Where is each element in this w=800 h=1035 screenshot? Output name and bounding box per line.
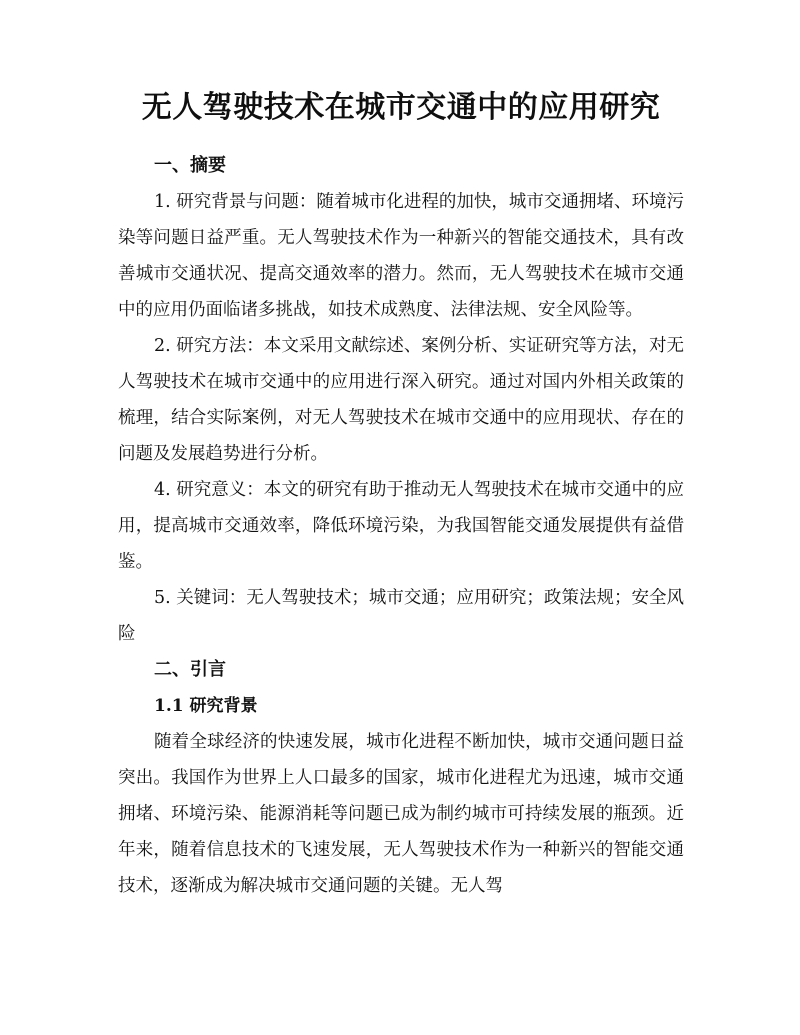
research-background-subheading: 1.1 研究背景 — [154, 696, 258, 716]
introduction-paragraph: 随着全球经济的快速发展，城市化进程不断加快，城市交通问题日益突出。我国作为世界上人口最多的国家，城市化进程尤为迅速，城市交通拥堵、环境污染、能源消耗等问题已成为制约城市可持续发展的瓶颈。近年来，随着信息技术的飞速发展，无人驾驶技术作为一种新兴的智能交通技术，逐渐成为解决城市交通问题的关键。无人驾 — [118, 732, 684, 896]
document-content — [118, 86, 684, 904]
abstract-heading: 一、摘要 — [154, 155, 226, 176]
introduction-heading: 二、引言 — [154, 659, 226, 680]
abstract-paragraph-background: 1. 研究背景与问题：随着城市化进程的加快，城市交通拥堵、环境污染等问题日益严重。无人驾驶技术作为一种新兴的智能交通技术，具有改善城市交通状况、提高交通效率的潜力。然而，无人驾驶技术在城市交通中的应用仍面临诸多挑战，如技术成熟度、法律法规、安全风险等。 — [118, 192, 684, 320]
abstract-paragraph-significance: 4. 研究意义：本文的研究有助于推动无人驾驶技术在城市交通中的应用，提高城市交通效率，降低环境污染，为我国智能交通发展提供有益借鉴。 — [118, 480, 684, 572]
document-title: 无人驾驶技术在城市交通中的应用研究 — [141, 90, 661, 125]
abstract-paragraph-methods: 2. 研究方法：本文采用文献综述、案例分析、实证研究等方法，对无人驾驶技术在城市交通中的应用进行深入研究。通过对国内外相关政策的梳理，结合实际案例，对无人驾驶技术在城市交通中的应用现状、存在的问题及发展趋势进行分析。 — [118, 336, 684, 464]
abstract-paragraph-keywords: 5. 关键词：无人驾驶技术；城市交通；应用研究；政策法规；安全风险 — [118, 588, 684, 644]
